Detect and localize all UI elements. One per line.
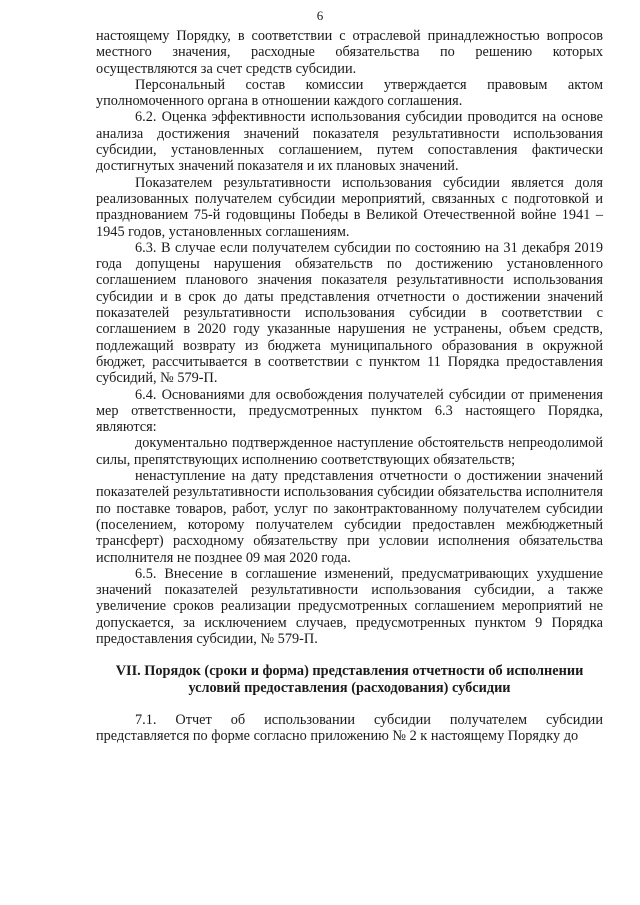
paragraph-6-3: 6.3. В случае если получателем субсидии по состоянию на 31 декабря 2019 года допущены нарушения обязательств по достижению установленного соглашением планового значения показателя результативности использования субсидии и в срок до даты представления отчетности о достижении значений показателей результативности использования субсидии в соответствии с соглашением в 2020 году указанные нарушения не устранены, объем средств, подлежащий возврату из бюджета муниципального образования в окружной бюджет, рассчитывается в соответствии с пунктом 11 Порядка предоставления субсидий, № 579-П. bbox=[96, 239, 603, 387]
paragraph-non-occurrence: ненаступление на дату представления отчетности о достижении значений показателей результативности использования субсидии обязательства исполнителя по поставке товаров, работ, услуг по законтрактованному получателем субсидии (поселением, которому получателем субсидии предоставлен межбюджетный трансферт) расходному обязательству при условии исполнения обязательства исполнителя не позднее 09 мая 2020 года. bbox=[96, 468, 603, 566]
document-body bbox=[96, 28, 603, 744]
paragraph-force-majeure: документально подтвержденное наступление обстоятельств непреодолимой силы, препятствующих исполнению соответствующих обязательств; bbox=[96, 435, 603, 468]
paragraph-6-2: 6.2. Оценка эффективности использования субсидии проводится на основе анализа достижения значений показателя результативности использования субсидии, установленных соглашением, путем сопоставления фактически достигнутых значений показателя и их плановых значений. bbox=[96, 109, 603, 175]
paragraph-continuation: настоящему Порядку, в соответствии с отраслевой принадлежностью вопросов местного значения, расходные обязательства по решению которых осуществляются за счет средств субсидии. bbox=[96, 28, 603, 77]
paragraph-commission: Персональный состав комиссии утверждается правовым актом уполномоченного органа в отношении каждого соглашения. bbox=[96, 76, 603, 110]
paragraph-6-4: 6.4. Основаниями для освобождения получателей субсидии от применения мер ответственности, предусмотренных пунктом 6.3 настоящего Порядка, являются: bbox=[96, 386, 603, 436]
paragraph-indicator: Показателем результативности использования субсидии является доля реализованных получателем субсидии мероприятий, связанных с подготовкой и празднованием 75-й годовщины Победы в Великой Отечественной войне 1941 – 1945 годов, установленных соглашениям. bbox=[96, 174, 603, 240]
section-heading: VII. Порядок (сроки и форма) представления отчетности об исполнении условий предоставления (расходования) субсидии bbox=[115, 663, 584, 696]
page-number: 6 bbox=[316, 8, 324, 23]
paragraph-6-5: 6.5. Внесение в соглашение изменений, предусматривающих ухудшение значений показателей результативности использования субсидии, а также увеличение сроков реализации предусмотренных соглашением мероприятий не допускается, за исключением случаев, предусмотренных пунктом 9 Порядка предоставления субсидии, № 579-П. bbox=[96, 565, 603, 647]
paragraph-7-1: 7.1. Отчет об использовании субсидии получателем субсидии представляется по форме согласно приложению № 2 к настоящему Порядку до bbox=[96, 711, 603, 745]
